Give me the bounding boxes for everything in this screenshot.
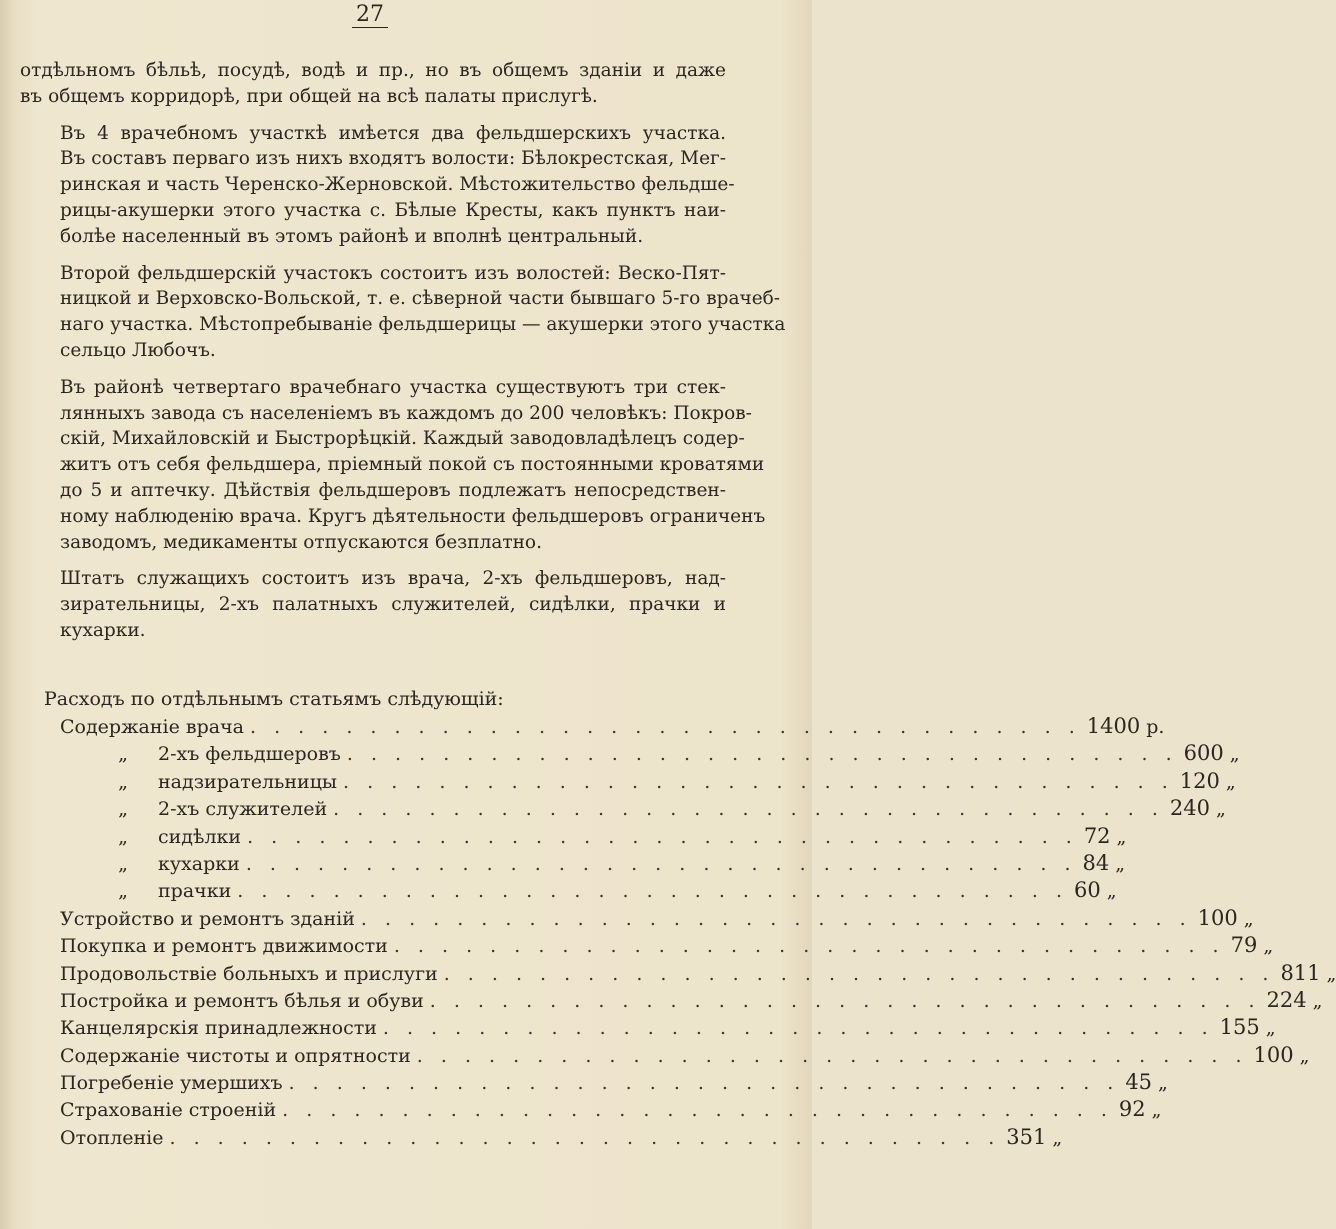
expense-unit: „ — [1312, 989, 1323, 1012]
expense-label — [44, 1015, 377, 1042]
expense-row — [44, 850, 1126, 877]
expense-unit: „ — [1229, 743, 1240, 766]
expense-label-text: Содержаніе чистоты и опрятности — [60, 1044, 411, 1067]
expense-label-text: Устройство и ремонтъ зданій — [60, 907, 355, 930]
text-line: Въ 4 врачебномъ участкѣ имѣется два фельдшерскихъ участка. — [60, 122, 726, 144]
expense-label-text: кухарки — [158, 852, 240, 875]
ditto-mark: „ — [118, 770, 128, 793]
expense-unit: „ — [1106, 880, 1117, 903]
text-line: болѣе населенный въ этомъ районѣ и вполнѣ центральный. — [60, 225, 644, 247]
text-line: Въ районѣ четвертаго врачебнаго участка существуютъ три стек- — [60, 376, 726, 398]
expense-label-text: Продовольствіе больныхъ и прислуги — [60, 962, 438, 985]
text-line: Второй фельдшерскій участокъ состоитъ изъ волостей: Веско-Пят- — [60, 262, 726, 284]
expense-label — [44, 741, 341, 768]
expense-label — [44, 1070, 283, 1097]
expense-unit: „ — [1116, 825, 1127, 848]
expense-amount: 351 — [1006, 1124, 1047, 1149]
expense-amount: 600 — [1183, 741, 1224, 766]
expense-unit: р. — [1146, 716, 1165, 738]
expense-row — [44, 1042, 1310, 1069]
expense-label-text: Отопленіе — [60, 1126, 164, 1149]
expense-unit: „ — [1115, 852, 1126, 875]
expense-unit: „ — [1265, 1017, 1276, 1040]
expense-row — [44, 987, 1323, 1014]
expense-label — [44, 769, 337, 796]
expense-amount: 100 — [1197, 905, 1238, 930]
leader-dots: . . . . . . . . . . . . . . . . . . . . . . . . . . . . . . . . . . . — [245, 852, 1077, 875]
expense-label-text: Страхованіе строеній — [60, 1099, 277, 1122]
expense-amount: 79 — [1230, 933, 1258, 958]
expense-unit: „ — [1151, 1099, 1162, 1122]
expense-label — [44, 714, 244, 741]
expense-row — [44, 877, 1117, 904]
expense-row — [44, 1124, 1063, 1151]
expense-row — [44, 713, 1165, 740]
text-line: скій, Михайловскій и Быстрорѣцкій. Каждый заводовладѣлецъ содер- — [60, 428, 745, 450]
leader-dots: . . . . . . . . . . . . . . . . . . . . . . . . . . . . . . . . . . . — [429, 989, 1261, 1012]
ditto-mark: „ — [118, 798, 128, 821]
expense-amount: 155 — [1219, 1015, 1260, 1040]
expense-amount: 224 — [1266, 987, 1307, 1012]
expense-label-text: Погребеніе умершихъ — [60, 1072, 283, 1095]
leader-dots: . . . . . . . . . . . . . . . . . . . . . . . . . . . . . . . . . . . — [247, 825, 1078, 848]
paragraph — [20, 375, 766, 556]
text-line: кухарки. — [60, 619, 146, 641]
text-line: наго участка. Мѣстопребываніе фельдшерицы — акушерки этого участка — [60, 314, 786, 336]
leader-dots: . . . . . . . . . . . . . . . . . . . . . . . . . . . . . . . . . . . — [382, 1017, 1214, 1040]
expense-amount: 60 — [1074, 878, 1101, 903]
text-line: Штатъ служащихъ состоитъ изъ врача, 2-хъ фельдшеровъ, над- — [60, 568, 726, 590]
expense-amount: 45 — [1125, 1070, 1153, 1095]
expense-row — [44, 1069, 1168, 1096]
leader-dots: . . . . . . . . . . . . . . . . . . . . . . . . . . . . . . . . . . . — [393, 935, 1225, 958]
expense-label-text: прачки — [158, 880, 232, 903]
paragraph — [20, 58, 726, 110]
expense-unit: „ — [1158, 1072, 1168, 1095]
expense-row — [44, 823, 1127, 850]
leader-dots: . . . . . . . . . . . . . . . . . . . . . . . . . . . . . . . . . . . — [169, 1126, 1001, 1149]
expense-list — [44, 685, 1336, 1151]
expense-label — [44, 878, 231, 905]
expense-label — [44, 851, 240, 878]
expense-amount: 1400 — [1086, 714, 1141, 738]
expense-amount: 84 — [1082, 850, 1110, 875]
expense-label — [44, 1043, 411, 1070]
paragraph — [20, 566, 726, 643]
expense-row — [44, 768, 1236, 795]
ditto-mark: „ — [118, 743, 128, 766]
expense-unit: „ — [1215, 798, 1226, 821]
expense-amount: 120 — [1179, 768, 1220, 793]
expense-row — [44, 1014, 1276, 1041]
expense-amount: 72 — [1083, 823, 1111, 848]
text-line: зирательницы, 2-хъ палатныхъ служителей, сидѣлки, прачки и — [60, 594, 726, 616]
expense-label-text: Канцелярскія принадлежности — [60, 1017, 377, 1040]
leader-dots: . . . . . . . . . . . . . . . . . . . . . . . . . . . . . . . . . . . — [343, 770, 1174, 793]
ditto-mark: „ — [118, 825, 128, 848]
paragraph — [20, 261, 786, 364]
text-line: ринская и часть Черенско-Жерновской. Мѣстожительство фельдше- — [60, 174, 735, 196]
text-line: заводомъ, медикаменты отпускаются безплатно. — [60, 531, 542, 553]
expense-label — [44, 824, 241, 851]
body-text — [20, 58, 786, 644]
expense-row — [44, 795, 1226, 822]
text-line: отдѣльномъ бѣльѣ, посудѣ, водѣ и пр., но въ общемъ зданіи и даже — [20, 60, 726, 81]
expense-label — [44, 988, 424, 1015]
expense-label-text: 2-хъ служителей — [158, 798, 328, 821]
leader-dots: . . . . . . . . . . . . . . . . . . . . . . . . . . . . . . . . . . . — [250, 716, 1081, 738]
paragraph — [20, 121, 735, 250]
expense-row — [44, 932, 1274, 959]
expense-label — [44, 796, 327, 823]
expense-label — [44, 1125, 164, 1152]
leader-dots: . . . . . . . . . . . . . . . . . . . . . . . . . . . . . . . . . . . — [237, 880, 1068, 903]
text-line: сельцо Любочъ. — [60, 339, 216, 361]
text-line: въ общемъ корридорѣ, при общей на всѣ палаты прислугѣ. — [20, 85, 598, 107]
expense-label — [44, 1097, 276, 1124]
leader-dots: . . . . . . . . . . . . . . . . . . . . . . . . . . . . . . . . . . . — [346, 743, 1178, 766]
ditto-mark: „ — [118, 852, 128, 875]
page-number: 27 — [0, 2, 740, 27]
expense-unit: „ — [1243, 907, 1254, 930]
expense-unit: „ — [1052, 1126, 1063, 1149]
expense-row — [44, 905, 1254, 932]
expense-list-title: Расходъ по отдѣльнымъ статьямъ слѣдующій: — [44, 688, 504, 710]
expense-label-text: надзирательницы — [158, 770, 338, 793]
leader-dots: . . . . . . . . . . . . . . . . . . . . . . . . . . . . . . . . . . . — [288, 1072, 1120, 1095]
text-line: ницкой и Верховско-Вольской, т. е. сѣверной части бывшаго 5-го врачеб- — [60, 288, 781, 310]
expense-label — [44, 933, 388, 960]
expense-label — [44, 961, 438, 988]
expense-amount: 240 — [1169, 796, 1210, 821]
text-line: житъ отъ себя фельдшера, пріемный покой съ постоянными кроватями — [60, 454, 765, 476]
text-line: до 5 и аптечку. Дѣйствія фельдшеровъ подлежатъ непосредствен- — [60, 479, 726, 501]
leader-dots: . . . . . . . . . . . . . . . . . . . . . . . . . . . . . . . . . . . — [333, 798, 1164, 821]
text-line: рицы-акушерки этого участка с. Бѣлые Кресты, какъ пунктъ наи- — [60, 199, 726, 221]
text-line: Въ составъ перваго изъ нихъ входятъ волости: Бѣлокрестская, Мег- — [60, 148, 726, 170]
ditto-mark: „ — [118, 880, 128, 903]
leader-dots: . . . . . . . . . . . . . . . . . . . . . . . . . . . . . . . . . . . — [443, 962, 1275, 985]
expense-row — [44, 740, 1240, 767]
expense-row — [44, 1096, 1162, 1123]
expense-label-text: сидѣлки — [158, 825, 242, 848]
leader-dots: . . . . . . . . . . . . . . . . . . . . . . . . . . . . . . . . . . . — [416, 1044, 1248, 1067]
expense-unit: „ — [1225, 770, 1236, 793]
expense-unit: „ — [1299, 1044, 1310, 1067]
text-line: ному наблюденію врача. Кругъ дѣятельности фельдшеровъ ограниченъ — [60, 505, 766, 527]
leader-dots: . . . . . . . . . . . . . . . . . . . . . . . . . . . . . . . . . . . — [360, 907, 1192, 930]
expense-label-text: Покупка и ремонтъ движимости — [60, 935, 388, 958]
expense-label-text: 2-хъ фельдшеровъ — [158, 743, 341, 766]
expense-row — [44, 960, 1336, 987]
expense-label-text: Содержаніе врача — [60, 716, 244, 738]
expense-label-text: Постройка и ремонтъ бѣлья и обуви — [60, 989, 424, 1012]
expense-amount: 100 — [1253, 1042, 1294, 1067]
leader-dots: . . . . . . . . . . . . . . . . . . . . . . . . . . . . . . . . . . . — [282, 1099, 1113, 1122]
expense-label — [44, 906, 355, 933]
expense-amount: 92 — [1118, 1097, 1146, 1122]
text-line: лянныхъ завода съ населеніемъ въ каждомъ до 200 человѣкъ: Покров- — [60, 402, 752, 424]
expense-unit: „ — [1326, 962, 1336, 985]
expense-amount: 811 — [1280, 960, 1321, 985]
expense-unit: „ — [1263, 935, 1274, 958]
